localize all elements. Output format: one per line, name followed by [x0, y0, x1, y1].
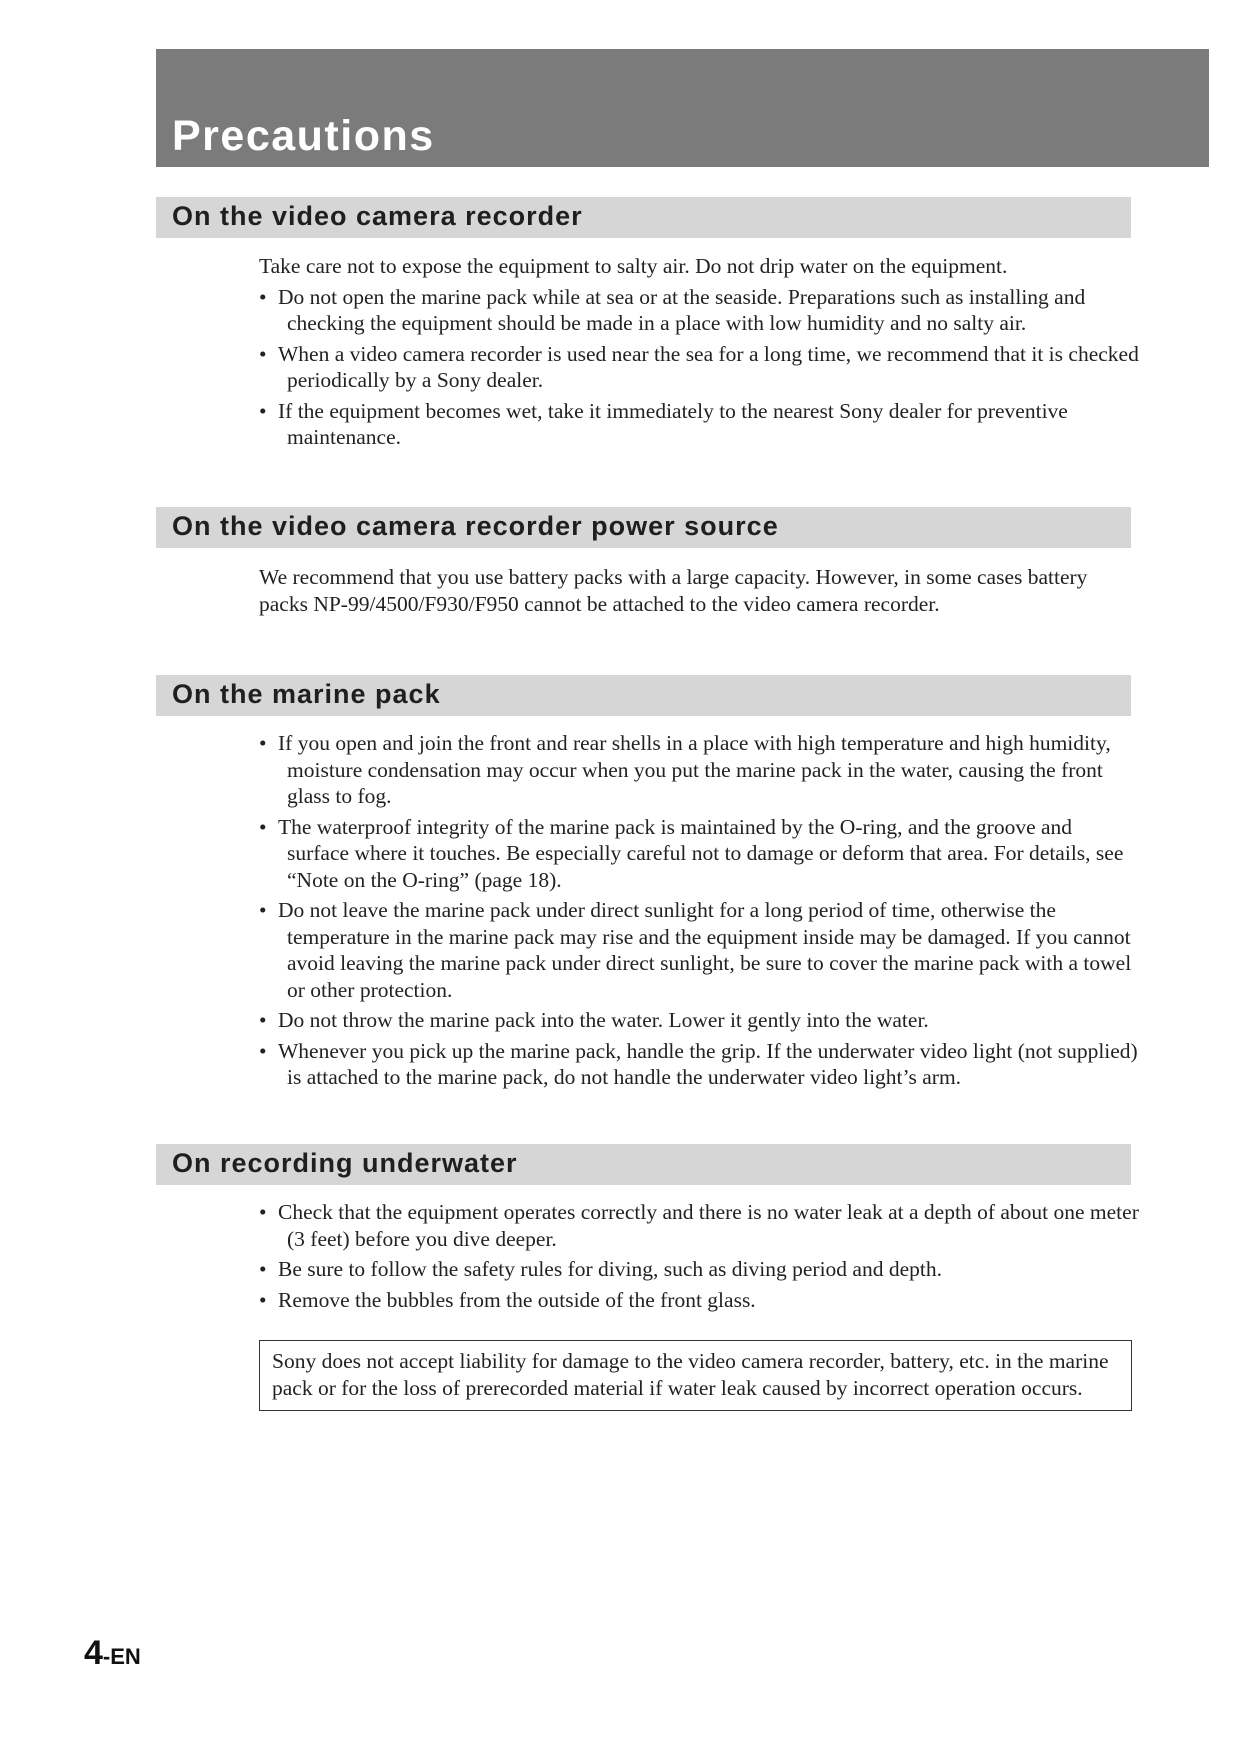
list-item-text: Do not leave the marine pack under direct sunlight for a long period of time, otherwise the temperature in the marine pack may rise and the equipment inside may be damaged. If you cannot avoid leaving the marine pack under direct sunlight, be sure to cover the marine pack with a towel or other protection. [278, 898, 1132, 1002]
list-item [259, 1287, 1139, 1314]
bullet-symbol: • [259, 731, 267, 755]
list-item [259, 730, 1139, 810]
list-item-text: If you open and join the front and rear shells in a place with high temperature and high humidity, moisture condensation may occur when you put the marine pack in the water, causing the front glass to fog. [278, 731, 1111, 808]
page-number-value: 4 [84, 1634, 103, 1672]
list-item-text: If the equipment becomes wet, take it immediately to the nearest Sony dealer for preventive maintenance. [278, 398, 1068, 449]
bullet-symbol: • [259, 1038, 267, 1063]
list-item [259, 897, 1139, 1003]
list-item [259, 1038, 1139, 1091]
section-body-recording-underwater [259, 1199, 1139, 1317]
page-title: Precautions [172, 112, 435, 160]
bullet-symbol: • [259, 398, 267, 423]
list-item [259, 1256, 1139, 1283]
section-heading-power-source [156, 507, 1131, 548]
section-intro: We recommend that you use battery packs with a large capacity. However, in some cases battery packs NP-99/4500/F930/F950 cannot be attached to the video camera recorder. [259, 565, 1088, 616]
list-item-text: When a video camera recorder is used near the sea for a long time, we recommend that it is checked periodically by a Sony dealer. [278, 341, 1139, 392]
list-item-text: Be sure to follow the safety rules for diving, such as diving period and depth. [278, 1257, 942, 1281]
section-heading-marine-pack [156, 675, 1131, 716]
list-item-text: Do not throw the marine pack into the water. Lower it gently into the water. [278, 1008, 929, 1032]
list-item-text: The waterproof integrity of the marine pack is maintained by the O-ring, and the groove and surface where it touches. Be especially careful not to damage or deform that area. For details, see “Note on the O-ring” (page 18). [278, 814, 1124, 892]
bullet-symbol: • [259, 814, 267, 839]
bullet-symbol: • [259, 1200, 267, 1224]
bullet-symbol: • [259, 1257, 267, 1281]
bullet-symbol: • [259, 898, 267, 922]
section-heading-video-camera-recorder [156, 197, 1131, 238]
list-item-text: Check that the equipment operates correctly and there is no water leak at a depth of about one meter (3 feet) before you dive deeper. [278, 1200, 1139, 1251]
bullet-symbol: • [259, 341, 267, 366]
list-item [259, 1007, 1139, 1034]
list-item [259, 341, 1139, 394]
list-item [259, 1199, 1139, 1252]
bullet-list [259, 284, 1139, 451]
section-body-video-camera-recorder [259, 253, 1139, 455]
page-number [84, 1634, 141, 1673]
bullet-symbol: • [259, 1008, 267, 1032]
list-item [259, 284, 1139, 337]
list-item-text: Do not open the marine pack while at sea or at the seaside. Preparations such as installing and checking the equipment should be made in a place with low humidity and no salty air. [278, 284, 1086, 335]
section-heading-text: On the marine pack [172, 679, 441, 709]
list-item [259, 398, 1139, 451]
section-intro: Take care not to expose the equipment to salty air. Do not drip water on the equipment. [259, 254, 1008, 278]
section-heading-text: On recording underwater [172, 1148, 518, 1178]
bullet-symbol: • [259, 1287, 267, 1312]
section-heading-text: On the video camera recorder [172, 201, 583, 231]
bullet-list [259, 1199, 1139, 1313]
bullet-symbol: • [259, 284, 267, 309]
section-body-power-source [259, 564, 1139, 617]
list-item [259, 814, 1139, 894]
title-bar [156, 49, 1209, 167]
section-heading-recording-underwater [156, 1144, 1131, 1185]
bullet-list [259, 730, 1139, 1091]
list-item-text: Remove the bubbles from the outside of the front glass. [278, 1287, 756, 1312]
page-number-suffix: -EN [102, 1644, 141, 1669]
section-heading-text: On the video camera recorder power source [172, 511, 779, 541]
list-item-text: Whenever you pick up the marine pack, handle the grip. If the underwater video light (not supplied) is attached to the marine pack, do not handle the underwater video light’s arm. [278, 1038, 1138, 1089]
section-body-marine-pack [259, 730, 1139, 1095]
liability-notice-box: Sony does not accept liability for damage to the video camera recorder, battery, etc. in the marine pack or for the loss of prerecorded material if water leak caused by incorrect operation occurs. [259, 1340, 1132, 1411]
